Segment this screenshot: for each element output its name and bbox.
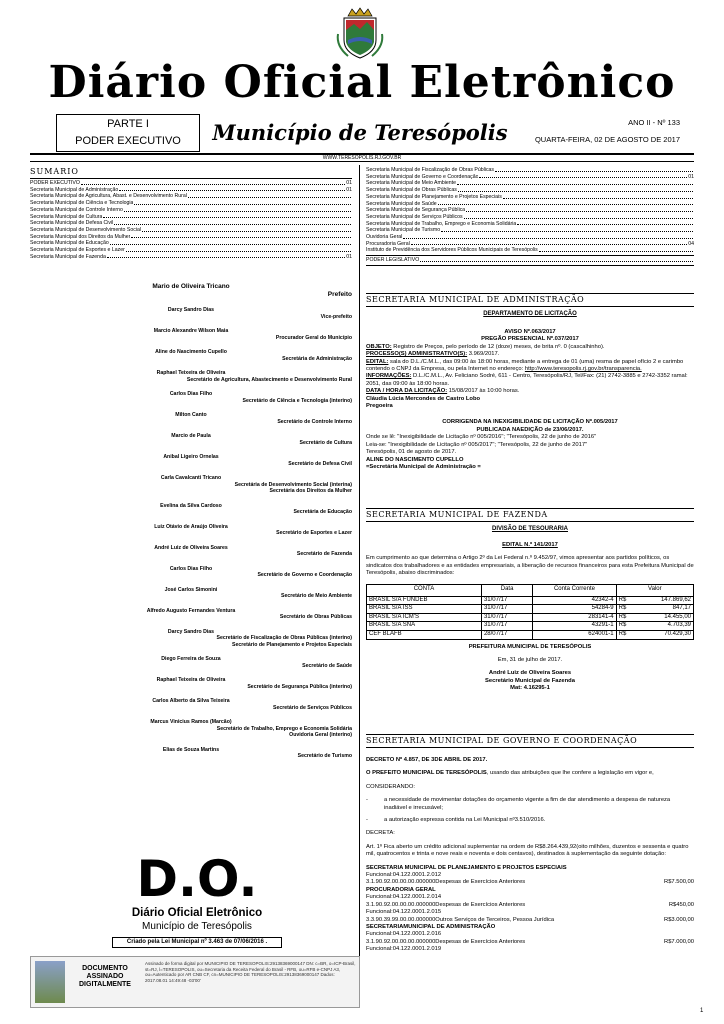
processo-paragraph: PROCESSO(S) ADMINISTRATIVO(S): 3.969/2017. [366,351,500,358]
summary-item[interactable] [30,207,352,214]
corrigenda-signer: ALINE DO NASCIMENTO CUPELLO [366,456,464,463]
do-law: Criado pela Lei Municipal nº 3.463 de 07/06/2016 . [112,937,282,948]
summary-dots [142,227,351,232]
table-row [367,596,694,605]
fazenda-signer: André Luiz de Oliveira Soares [488,670,572,677]
valor-wrap [619,614,691,622]
section-fazenda [366,508,694,693]
summary-dots [124,207,351,212]
official-name: Carlos Dias Filho [169,565,213,572]
official-role: Secretária de Administração [282,355,352,362]
official-name: Milton Canto [175,412,207,418]
dotation-line [366,887,694,894]
official-name: Carla Cavalcanti Tricano [160,475,222,481]
aviso-signer-role: Pregoeira [366,403,393,410]
summary-item-label: Secretaria Municipal de Ciência e Tecnologia [30,200,134,207]
summary-item[interactable] [30,187,352,194]
official-role: Secretário de Controle Interno [277,418,352,425]
table-row [367,605,694,614]
summary-item[interactable] [30,220,352,227]
official-entry [30,283,352,299]
summary-item-label: Secretaria Municipal de Saúde [366,200,437,207]
valor-currency: R$ [618,622,627,629]
signature-label: DOCUMENTO ASSINADO DIGITALMENTE [79,965,131,988]
cell-data: 31/07/17 [481,622,532,631]
summary-item-label: Secretaria Municipal de Educação [30,240,109,247]
summary-item-label: Secretaria Municipal de Planejamento e Projetos Especiais [366,193,502,200]
valor-wrap [619,605,691,613]
corrigenda-onde: Onde se lê: "Inexigibilidade de Licitação nº 005/2016"; "Teresópolis, 22 de junho de 2016" [366,434,597,441]
summary-item[interactable] [366,227,694,234]
official-role: Secretário de Meio Ambiente [280,593,352,599]
summary-right [366,167,694,267]
summary-item-label: PODER LEGISLATIVO [366,257,420,264]
valor-currency: R$ [618,631,627,637]
table-header-cell: Valor [616,584,693,596]
summary-item-label: Secretaria Municipal de Meio Ambiente [366,180,456,187]
table-row [367,613,694,622]
valor-currency: R$ [618,596,627,603]
summary-dots [466,207,693,212]
considerando-bullet: - a necessidade de movimentar dotações do orçamento vigente a fim de dar atendimento a despesa de natureza inadiável e irrecusável; [366,797,671,811]
official-entry [30,524,352,537]
section-heading: SECRETARIA MUNICIPAL DE GOVERNO E COORDENAÇÃO [366,734,694,748]
table-row [367,631,694,640]
summary-item-page: 01 [346,186,352,193]
valor-wrap [619,622,691,630]
section-part-box [56,114,200,152]
signature-text: Assinado de forma digital por MUNICIPIO DE TERESOPOLIS:29138369000147 DN: c=BR, o=ICP-Brasil, st=RJ, l=TERESOPOLIS, ou=Secretaria da Receita Federal do Brasil - RFB, ou=RFB e-CNPJ A3, ou=Autenticado por AR CNB CF, cn=MUNICIPIO DE TERESOPOLIS:29138369000147 Dados: 2017.08.01 14:49:48 -03'00' [145,961,356,983]
municipality-title: Município de Teresópolis [212,120,508,145]
official-entry [30,349,352,362]
dotation-text: Funcional:04.122.0001.2.016 [366,931,442,938]
official-entry [30,307,352,320]
summary-item[interactable] [366,201,694,208]
official-role: Secretário de Trabalho, Emprego e Economia Solidária [216,725,352,732]
summary-dots [464,214,693,219]
cell-conta-corrente: 54284-9 [533,605,616,614]
summary-dots [503,194,693,199]
summary-dots [495,167,693,172]
summary-divider [366,255,694,256]
masthead-title: Diário Oficial Eletrônico [48,57,676,108]
official-name: Raphael Teixeira de Oliveira [156,370,226,376]
summary-item[interactable] [366,214,694,221]
summary-dots [438,201,693,206]
summary-item[interactable] [366,174,694,181]
cell-conta: BRASIL S/A ISS [367,605,482,614]
summary-item-label: Secretaria Municipal de Agricultura, Abast. e Desenvolvimento Rural [30,193,187,200]
official-role: Secretário de Saúde [302,662,352,669]
summary-item[interactable] [366,187,694,194]
official-entry [30,475,352,495]
cell-data: 28/07/17 [481,631,532,640]
considerando-label: CONSIDERANDO: [366,783,415,790]
dotation-text: SECRETARIAMUNICIPAL DE ADMINISTRAÇÃO [366,923,496,930]
official-entry [30,391,352,404]
valor-currency: R$ [618,605,627,612]
summary-dots [114,220,351,225]
dotation-text: Funcional:04.122.0001.2.015 [366,909,442,916]
valor-amount: 4.703,39 [667,622,691,629]
summary-item[interactable] [30,240,352,247]
fazenda-date: Em, 31 de julho de 2017. [497,657,563,663]
official-role: Secretário de Planejamento e Projetos Especiais [232,641,352,648]
official-name: Marcio de Paula [171,433,211,439]
cell-valor [616,631,693,640]
official-role: Secretária dos Direitos da Mulher [269,488,352,494]
art1-paragraph: Art. 1º Fica aberto um crédito adicional suplementar na ordem de R$8.264.439,92(oito milhões, duzentos e sessenta e quatro mil, quatrocentos e trinta e nove reais e noventa e dois centavos), destinados à suplementação da seguinte dotação: [366,843,689,858]
corrigenda-title: CORRIGENDA NA INEXIGIBILIDADE DE LICITAÇÃO Nº.005/2017 [442,419,618,426]
summary-dots [110,240,351,245]
summary-item-label: Secretaria Municipal de Desenvolvimento Social [30,226,142,233]
official-role: Secretário de Obras Públicas [279,614,352,620]
summary-item[interactable] [30,180,352,187]
official-name: Marcus Vinicius Ramos (Marcão) [150,719,232,725]
transparency-link[interactable]: http://www.teresopolis.rj.gov.br/transparencia. [524,366,642,373]
official-name: Darcy Sandro Dias [167,628,215,635]
official-entry [30,719,352,739]
municipal-crest-icon [334,6,386,60]
official-name: Diego Ferreira de Souza [161,656,221,662]
dotation-line [366,931,694,938]
treasury-table [366,584,694,640]
summary-item-label: Ouvidoria Geral [366,234,403,241]
official-role: Secretário de Cultura [299,439,352,446]
summary-item[interactable] [30,247,352,254]
summary-dots [107,254,345,259]
summary-dots [539,247,693,252]
valor-wrap [619,597,691,605]
summary-dots [131,234,351,239]
official-name: Mario de Oliveira Tricano [152,283,230,290]
summary-item-label: Secretaria Municipal de Governo e Coordenação [366,173,479,180]
official-entry [30,545,352,558]
summary-dots [411,241,687,246]
summary-dots [517,221,693,226]
summary-item-label: Secretaria Municipal de Trabalho, Emprego e Economia Solidária [366,220,517,227]
summary-item-label: Secretaria Municipal de Controle Interno [30,206,123,213]
official-role: Procurador Geral do Município [275,334,352,341]
official-name: Darcy Sandro Dias [167,307,215,313]
cell-conta: CEF BLAFB [367,631,482,640]
official-name: José Carlos Simonini [164,586,218,593]
fazenda-signer-role: Secretário Municipal de Fazenda [485,677,575,684]
summary-list-right [366,167,694,254]
summary-item-legislativo[interactable] [366,257,694,264]
summary-item-label: Secretaria Municipal de Administração [30,186,119,193]
data-paragraph: DATA / HORA DA LICITAÇÃO: 15/08/2017 às 10:00 horas. [366,388,520,395]
summary-list-left [30,180,352,260]
cell-conta: BRASIL S/A FUNDEB [367,596,482,605]
cell-valor [616,622,693,631]
dotation-text: 3.1.90.92.00.00.00.000000Despesas de Exercícios Anteriores [366,879,526,886]
official-role: Vice-prefeito [320,313,352,320]
official-name: André Luiz de Oliveira Soares [154,544,228,551]
summary-item-label: Secretaria Municipal de Esportes e Lazer [30,247,125,254]
dotation-line [366,946,694,953]
summary-item[interactable] [30,193,352,200]
do-title: Diário Oficial Eletrônico [131,907,263,919]
edition-info [520,114,680,152]
cell-conta-corrente: 624001-1 [533,631,616,640]
dotation-line [366,872,694,879]
summary-item-label: Secretaria Municipal de Obras Públicas [366,187,457,194]
summary-dots [126,247,351,252]
cell-data: 31/07/17 [481,596,532,605]
official-entry [30,698,352,711]
summary-item[interactable] [366,207,694,214]
summary-item[interactable] [366,167,694,174]
official-name: Anibal Ligeiro Ornelas [163,454,219,460]
official-role: Secretário de Ciência e Tecnologia (interino) [242,397,352,404]
dotation-line [366,902,694,909]
official-name: Marcio Alexandre Wilson Maia [153,328,229,334]
summary-item[interactable] [30,254,352,261]
summary-item-label: Instituto de Previdência dos Servidores Públicos Municipais de Teresópolis [366,247,538,254]
corrigenda-role: =Secretária Municipal de Administração = [366,463,481,470]
summary-item[interactable] [366,194,694,201]
section-administracao [366,293,694,471]
official-name: Evelina da Silva Cardoso [160,502,222,509]
dotation-text: Funcional:04.122.0001.2.019 [366,946,442,953]
official-entry [30,412,352,425]
summary-dots [441,227,693,232]
cell-valor [616,605,693,614]
summary-title: SUMÁRIO [30,167,79,176]
dotation-text: Funcional:04.122.0001.2.012 [366,872,442,879]
official-role: Ouvidoria Geral (interino) [289,732,352,738]
summary-dots [81,180,345,185]
official-role: Secretária de Educação [293,509,352,515]
dotation-text: Funcional:04.122.0001.2.014 [366,894,442,901]
summary-item-label: Secretaria Municipal de Fiscalização de Obras Públicas [366,167,495,173]
edition-date: QUARTA-FEIRA, 02 DE AGOSTO DE 2017 [534,135,680,144]
official-entry [30,433,352,446]
summary-dots [134,200,351,205]
official-role: Secretário de Fazenda [296,551,352,557]
official-entry [30,677,352,690]
header-rule-thin [30,161,694,162]
official-entry [30,629,352,649]
signature-seal-icon [35,961,65,1003]
official-entry [30,566,352,579]
summary-item-page: 01 [346,180,352,186]
dotation-value: R$3.000,00 [664,916,694,923]
summary-divider [366,265,694,266]
summary-dots [457,180,693,185]
poder-label: PODER EXECUTIVO [75,135,181,147]
cell-data: 31/07/17 [481,605,532,614]
dotation-text: SECRETARIA MUNICIPAL DE PLANEJAMENTO E PROJETOS ESPECIAIS [366,864,567,871]
official-name: Raphael Teixeira de Oliveira [156,677,226,683]
corrigenda-leia: Leia-se: "Inexigibilidade de Licitação nº 005/2017"; "Teresópolis, 22 de junho de 2017" [366,441,588,448]
dotation-line [366,909,694,916]
summary-dots [403,234,693,239]
table-row [367,622,694,631]
official-role: Secretário de Agricultura, Abastecimento e Desenvolvimento Rural [186,376,352,383]
summary-item-label: Secretaria Municipal de Fazenda [30,253,106,260]
official-entry [30,656,352,669]
cell-conta-corrente: 283141-4 [533,613,616,622]
official-entry [30,370,352,383]
summary-item-label: Secretaria Municipal de Segurança Pública [366,207,466,214]
fazenda-signer-mat: Mat: 4.16295-1 [510,685,550,692]
official-role: Secretário de Esportes e Lazer [276,530,352,536]
summary-item[interactable] [366,247,694,254]
dotation-line [366,924,694,931]
official-name: Elias de Souza Martins [162,746,220,753]
official-name: Carlos Alberto da Silva Teixeira [152,698,230,704]
digital-signature-box [30,956,360,1008]
table-header-cell: Data [481,584,532,596]
official-name: Carlos Dias Filho [169,391,213,397]
parte-label: PARTE I [107,118,149,130]
valor-currency: R$ [618,613,627,620]
edital-title: EDITAL N.º 141/2017 [502,542,558,548]
official-role: Secretária de Desenvolvimento Social (interina) [234,481,352,488]
dotation-line [366,865,694,872]
fazenda-intro: Em cumprimento ao que determina o Artigo 2º da Lei Federal n.º 9.452/97, vimos apresentar aos partidos políticos, os sindicatos dos trabalhadores e as entidades empresariais, a liberação de recursos financeiros para esta Prefeitura Municipal de Teresópolis, abaixo discriminados: [366,555,694,577]
corrigenda-pub: PUBLICADA NAEDIÇÃO de 23/06/2017. [476,426,584,433]
edital-paragraph: EDITAL: sala do D.L./C.M.L., das 09:00 às 18:00 horas, mediante a entrega de 01 (uma) resma de papel ofício 2 e carimbo contendo o CNPJ da Empresa, ou pela Internet no endereço: http://www.teresopolis.rj.gov.br/transparencia. [366,358,684,373]
official-entry [30,608,352,621]
cell-valor [616,613,693,622]
info-paragraph: INFORMAÇÕES: D.L./C.M.L., Av. Feliciano Sodré, 611 - Centro, Teresópolis/RJ, Tel/Fax: (21) 2742-3885 e 2742-3352 ramal: 2051, das 09:00 às 18:00 horas. [366,373,688,387]
dotation-line [366,894,694,901]
table-header-row [367,584,694,596]
summary-item[interactable] [30,214,352,221]
valor-amount: 14.455,00 [664,613,691,620]
summary-dots [103,214,351,219]
official-name: Aline do Nascimento Cupello [155,349,227,355]
dotation-text: PROCURADORIA GERAL [366,886,436,893]
official-entry [30,503,352,516]
summary-item-label: Secretaria Municipal de Serviços Públicos [366,213,463,220]
dotation-line [366,917,694,924]
summary-dots [458,187,693,192]
dotation-text: 3.1.90.92.00.00.00.000000Despesas de Exercícios Anteriores [366,901,526,908]
objeto-paragraph: OBJETO: Registro de Preços, pelo período de 12 (doze) meses, de brita nº. 0 (cascalhinho). [366,343,605,350]
cell-valor [616,596,693,605]
summary-dots [479,174,687,179]
cell-conta: BRASIL S/A ICM'S [367,613,482,622]
summary-item-label: Secretaria Municipal dos Direitos da Mulher [30,233,131,240]
do-logo: D.O. [136,850,258,908]
summary-left [30,167,352,260]
summary-item-page: 01 [346,253,352,260]
decreta-label: DECRETA: [366,830,395,837]
dotation-line [366,939,694,946]
dotation-value: R$7.500,00 [664,879,694,886]
edition-number: ANO II - Nº 133 [628,118,680,127]
aviso-title: AVISO Nº.063/2017 [504,329,556,335]
official-role: Secretário de Turismo [297,753,352,759]
website-link[interactable]: WWW.TERESOPOLIS.RJ.GOV.BR [322,155,402,161]
dotation-line [366,879,694,886]
dotation-value: R$450,00 [668,901,694,908]
valor-amount: 147.869,62 [660,596,691,603]
official-entry [30,587,352,600]
do-logo-box [112,852,282,950]
official-name: Alfredo Augusto Fernandes Ventura [146,607,236,614]
summary-item-page: 04 [688,240,694,247]
summary-dots [188,193,351,198]
cell-conta-corrente: 43291-1 [533,622,616,631]
official-entry [30,747,352,760]
official-role: Secretário de Fiscalização de Obras Públicas (interino) [216,635,352,641]
page-number: 1 [700,1008,704,1014]
summary-divider [30,178,352,179]
section-governo [366,734,694,954]
official-role: Secretário de Segurança Pública (interino) [247,683,352,690]
valor-wrap [619,631,691,639]
cell-conta-corrente: 42342-4 [533,596,616,605]
summary-dots [119,187,345,192]
table-header-cell: CONTA [367,584,482,596]
dotation-value: R$7.000,00 [664,938,694,945]
department-heading: DEPARTAMENTO DE LICITAÇÃO [483,311,577,317]
summary-item-page: 01 [688,173,694,180]
valor-amount: 70.429,30 [664,631,691,637]
prefeitura-title: PREFEITURA MUNICIPAL DE TERESÓPOLIS [468,643,592,650]
cell-data: 31/07/17 [481,613,532,622]
summary-item[interactable] [366,241,694,248]
column-divider [359,165,360,1005]
officials-roster [30,283,352,768]
official-entry [30,454,352,467]
summary-item[interactable] [366,180,694,187]
official-name: Luiz Otávio de Araújo Oliveira [154,523,228,530]
dotation-list [366,865,694,954]
summary-item[interactable] [30,227,352,234]
considerando-bullet: - a autorização expressa contida na Lei Municipal nº3.510/2016. [366,817,546,824]
summary-item[interactable] [366,221,694,228]
summary-item-label: Secretaria Municipal de Cultura [30,213,103,220]
pregao-title: PREGÃO PRESENCIAL Nº.037/2017 [481,336,579,343]
decreto-title: DECRETO Nº 4.857, DE 3DE ABRIL DE 2017. [366,757,488,763]
valor-amount: 847,17 [672,605,691,612]
do-subtitle: Município de Teresópolis [142,921,252,932]
cell-conta: BRASIL S/A SNA [367,622,482,631]
official-role: Prefeito [327,291,352,298]
dotation-text: 3.3.90.39.99.00.00.000000Outros Serviços de Terceiros, Pessoa Jurídica [366,916,555,923]
dotation-text: 3.1.90.92.00.00.00.000000Despesas de Exercícios Anteriores [366,938,526,945]
division-heading: DIVISÃO DE TESOURARIA [491,526,568,532]
aviso-signer: Cláudia Lúcia Mercondes de Castro Lobo [366,395,481,402]
summary-item[interactable] [30,200,352,207]
official-role: Secretário de Governo e Coordenação [257,572,352,578]
official-role: Secretário de Serviços Públicos [272,704,352,711]
table-header-cell: Conta Corrente [533,584,616,596]
corrigenda-date: Teresópolis, 01 de agosto de 2017. [366,449,457,456]
summary-item[interactable] [30,234,352,241]
summary-item-label: PODER EXECUTIVO [30,180,80,186]
summary-item-label: Procuradoria Geral [366,240,410,247]
summary-item[interactable] [366,234,694,241]
summary-item-label: Secretaria Municipal de Turismo [366,227,441,234]
official-role: Secretário de Defesa Civil [288,460,352,467]
section-heading: SECRETARIA MUNICIPAL DE ADMINISTRAÇÃO [366,293,694,307]
section-heading: SECRETARIA MUNICIPAL DE FAZENDA [366,508,694,522]
summary-item-label: Secretaria Municipal de Defesa Civil [30,220,114,227]
official-entry [30,328,352,341]
prefeito-paragraph: O PREFEITO MUNICIPAL DE TERESÓPOLIS, usando das atribuições que lhe confere a legislação em vigor e, [366,770,654,777]
